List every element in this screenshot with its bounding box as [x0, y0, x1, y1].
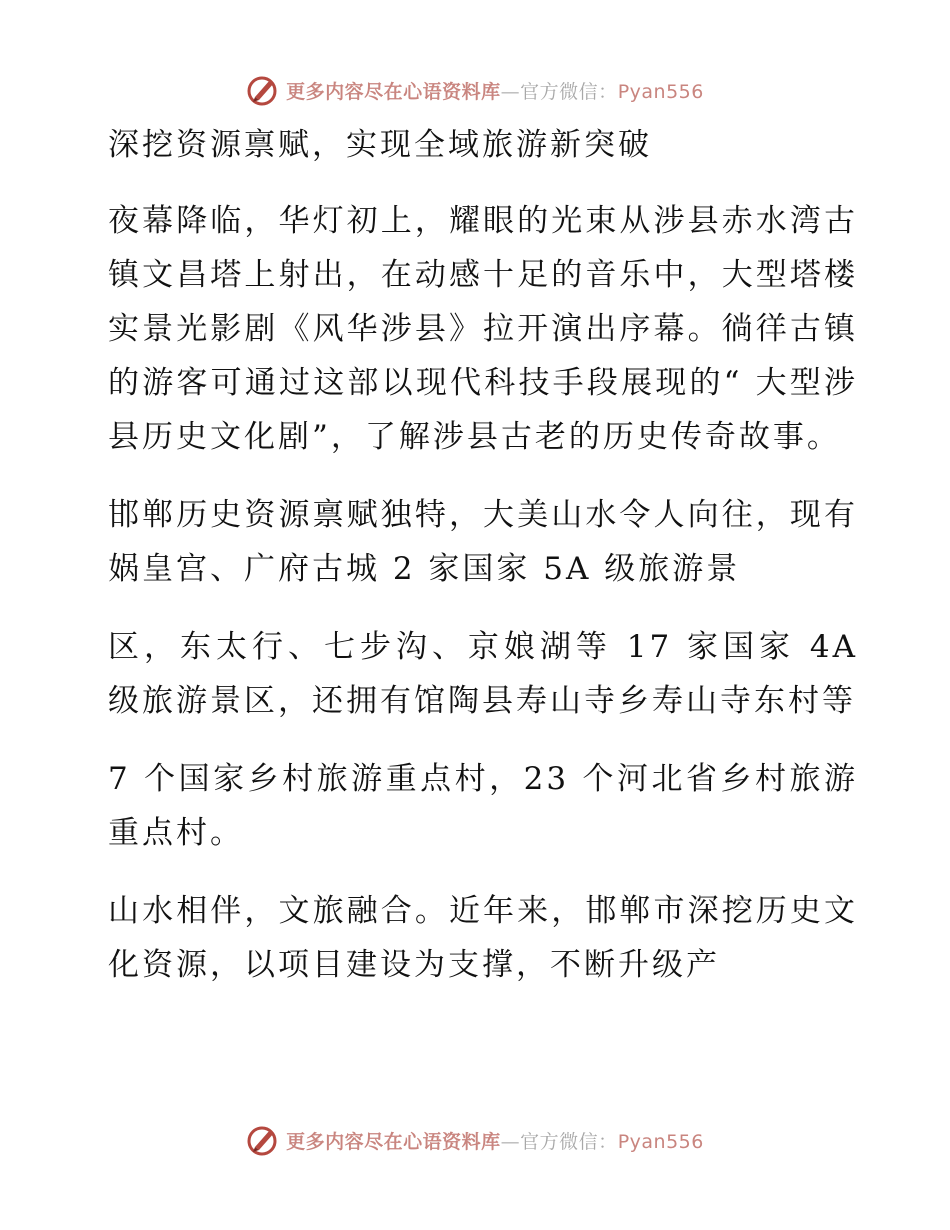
paragraph-5: 山水相伴，文旅融合。近年来，邯郸市深挖历史文化资源，以项目建设为支撑，不断升级产	[108, 893, 858, 983]
paragraph-4: 7 个国家乡村旅游重点村，23 个河北省乡村旅游重点村。	[108, 761, 858, 851]
watermark-id: Pyan556	[617, 1130, 704, 1153]
watermark-main: 更多内容尽在心语资料库	[286, 80, 501, 103]
paragraph-2: 邯郸历史资源禀赋独特，大美山水令人向往，现有娲皇宫、广府古城 2 家国家 5A 级旅游景	[108, 497, 858, 587]
pen-seal-icon	[246, 73, 280, 107]
watermark-main: 更多内容尽在心语资料库	[286, 1130, 501, 1153]
watermark-separator: —	[500, 80, 521, 103]
header-watermark	[0, 70, 950, 110]
paragraph-1: 夜幕降临，华灯初上，耀眼的光束从涉县赤水湾古镇文昌塔上射出，在动感十足的音乐中，大型塔楼实景光影剧《风华涉县》拉开演出序幕。徜徉古镇的游客可通过这部以现代科技手段展现的“ 大型涉县历史文化剧”，了解涉县古老的历史传奇故事。	[108, 203, 858, 455]
watermark-sub: 官方微信：	[520, 1130, 618, 1153]
pen-seal-icon	[246, 1123, 280, 1157]
watermark-separator: —	[500, 1130, 521, 1153]
footer-watermark	[0, 1120, 950, 1160]
document-title: 深挖资源禀赋，实现全域旅游新突破	[108, 127, 652, 163]
watermark-id: Pyan556	[617, 80, 704, 103]
watermark-sub: 官方微信：	[520, 80, 618, 103]
document-body	[98, 118, 858, 1016]
paragraph-3: 区，东太行、七步沟、京娘湖等 17 家国家 4A 级旅游景区，还拥有馆陶县寿山寺乡寿山寺东村等	[108, 629, 858, 719]
